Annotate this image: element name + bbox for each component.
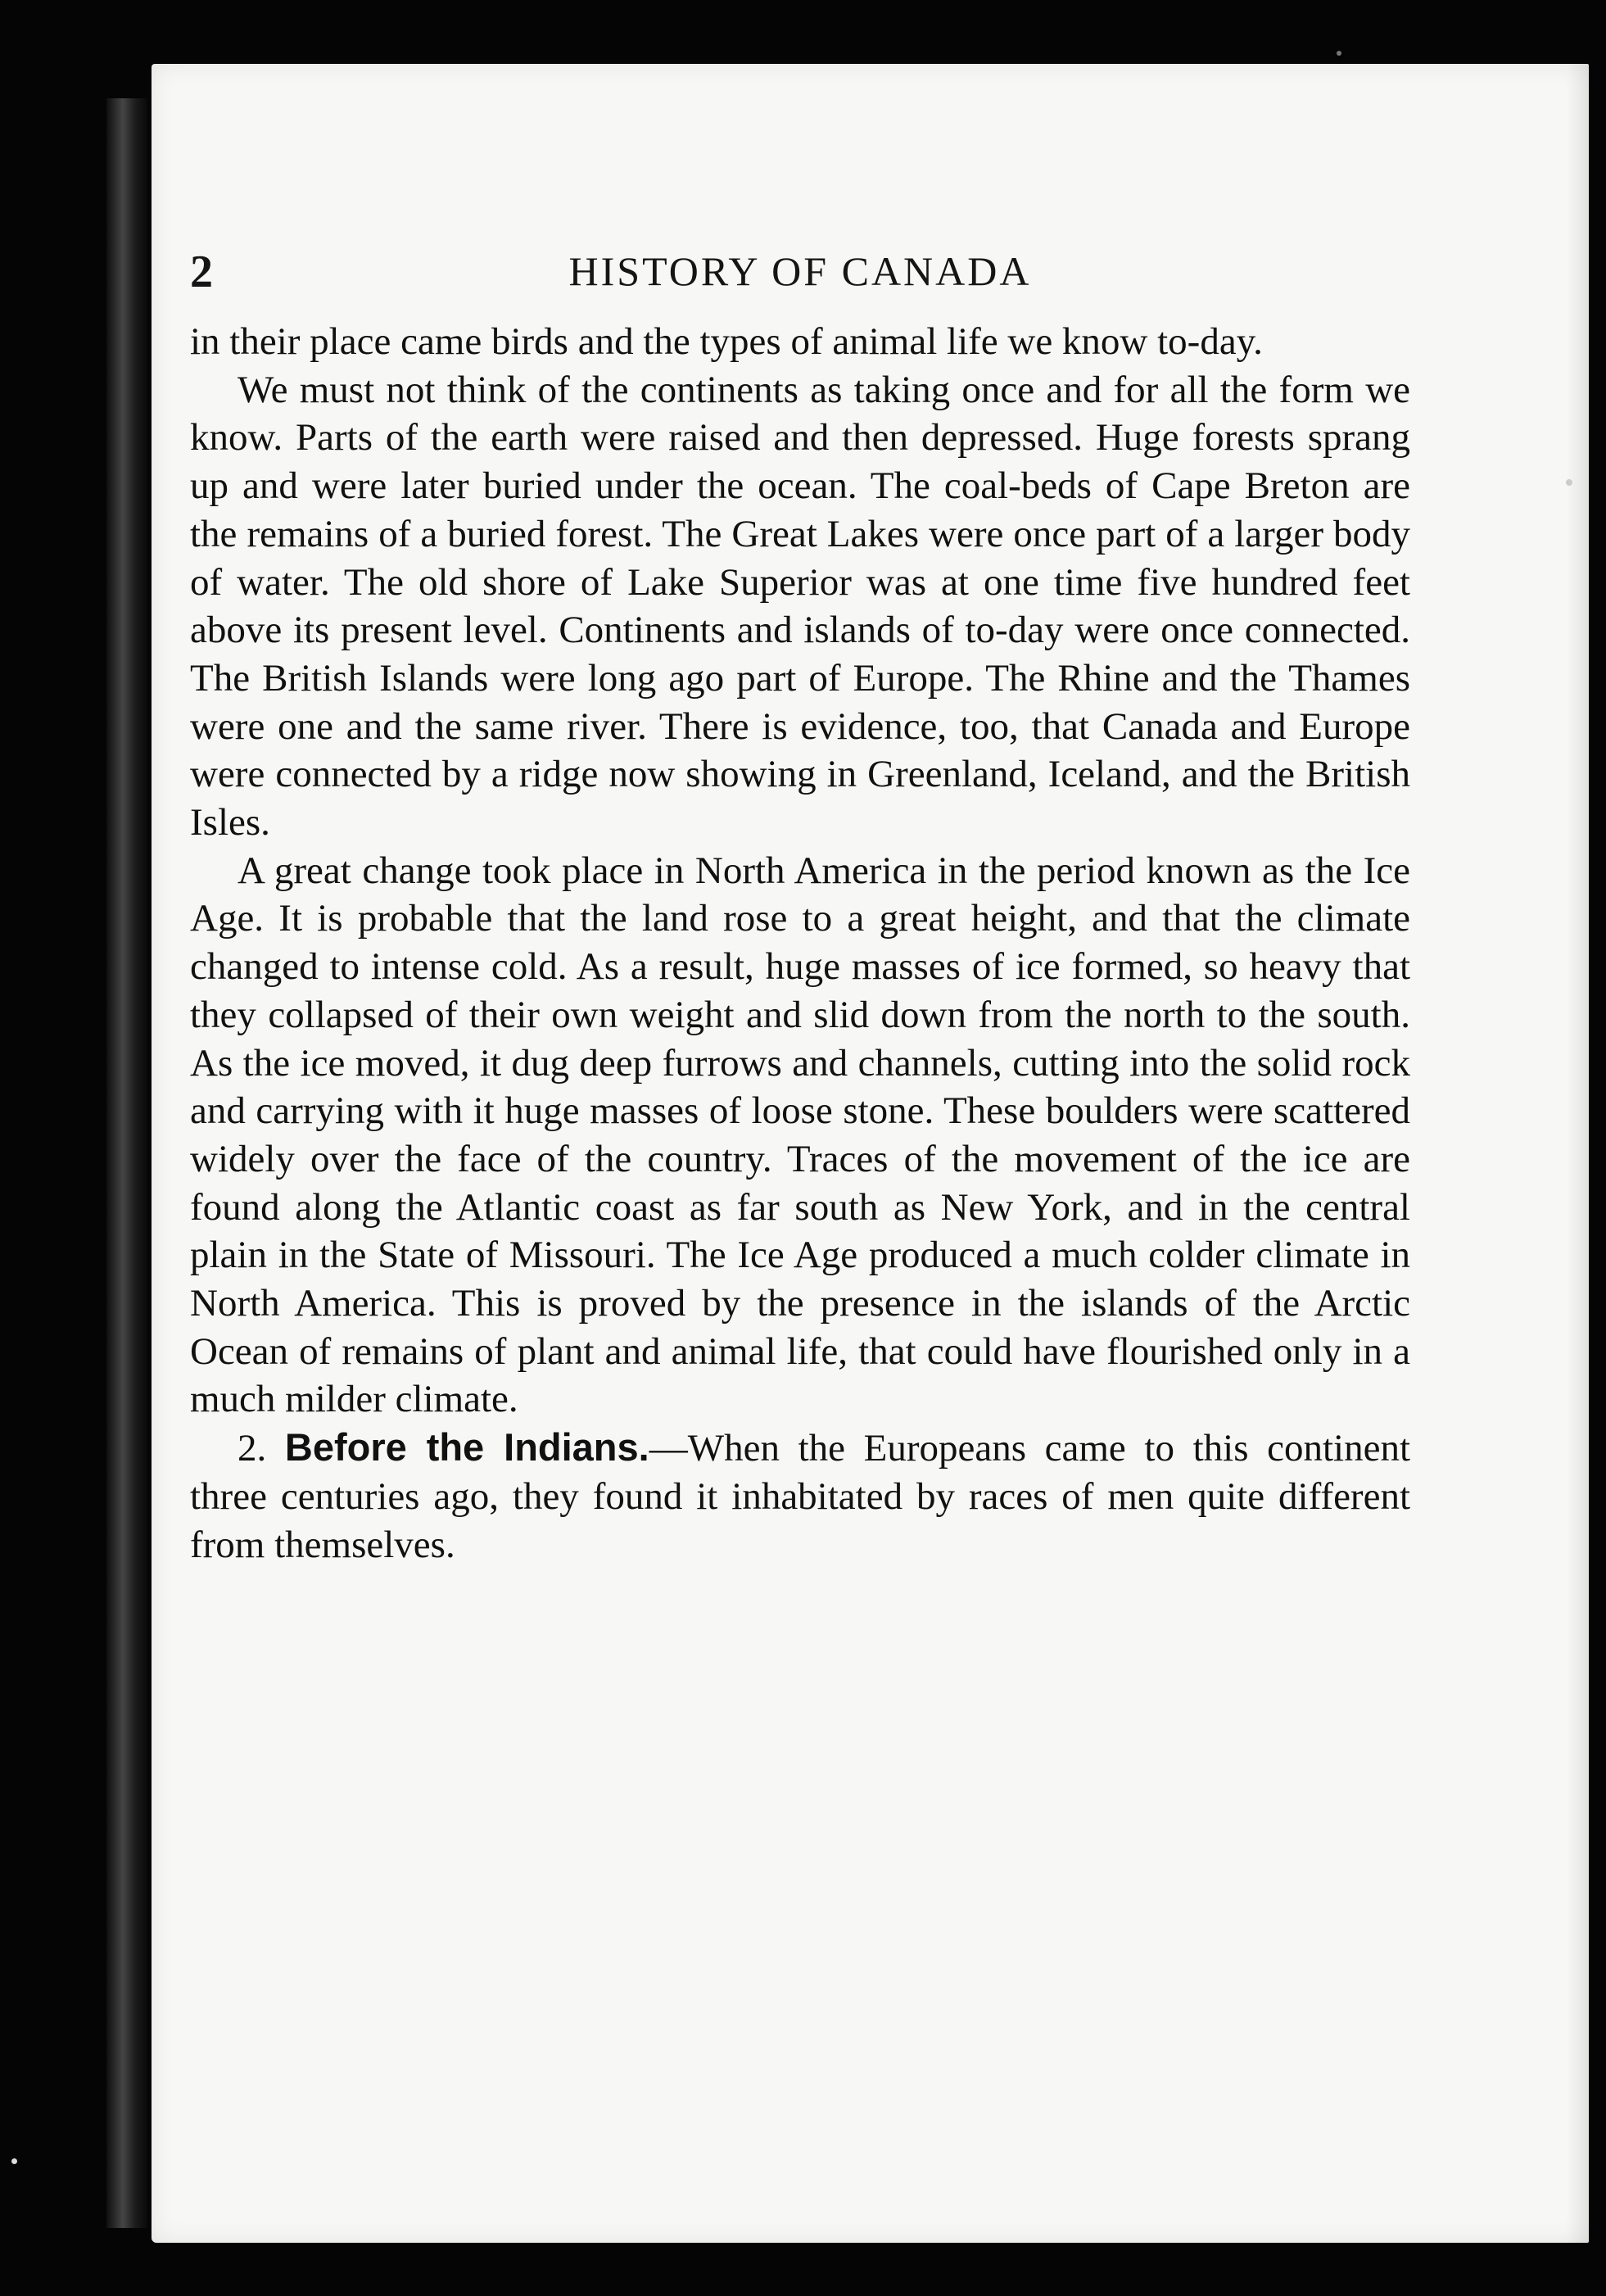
scan-speck [1337,51,1341,56]
scan-speck [1566,479,1572,486]
paragraph-continuation: in their place came birds and the types of animal life we know to-day. [190,320,1263,363]
page-number: 2 [190,247,213,297]
running-head: HISTORY OF CANADA [568,248,1032,294]
section-before-the-indians [190,1424,1410,1569]
page-header [190,246,1402,311]
book-spine-edge [106,98,147,2228]
section-title: Before the Indians. [284,1425,649,1470]
body-text [190,318,1410,1569]
paragraph-ice-age: A great change took place in North America in the period known as the Ice Age. It is probable that the land rose to a great height, and that the climate changed to intense cold. As a result, huge masses of ice formed, so heavy that they collapsed of their own weight and slid down from the north to the south. As the ice moved, it dug deep furrows and channels, cutting into the solid rock and carrying with it huge masses of loose stone. These boulders were scattered widely over the face of the country. Traces of the movement of the ice are found along the Atlantic coast as far south as New York, and in the central plain in the State of Missouri. The Ice Age produced a much colder climate in North America. This is proved by the presence in the islands of the Arctic Ocean of remains of plant and animal life, that could have flourished only in a much milder climate. [190,849,1410,1421]
section-text: —When the Europeans came to this continent three centuries ago, they found it inhabitated by races of men quite different from themselves. [190,1427,1411,1566]
scan-speck [11,2158,17,2164]
page-edge-shadow [1566,64,1589,2243]
section-number: 2. [238,1427,267,1470]
paragraph-continents: We must not think of the continents as taking once and for all the form we know. Parts of the earth were raised and then depressed. Huge forests sprang up and were later buried under the ocean. The coal-beds of Cape Breton are the remains of a buried forest. The Great Lakes were once part of a larger body of water. The old shore of Lake Superior was at one time five hundred feet above its present level. Continents and islands of to-day were once connected. The British Islands were long ago part of Europe. The Rhine and the Thames were one and the same river. There is evidence, too, that Canada and Europe were connected by a ridge now showing in Greenland, Iceland, and the British Isles. [190,368,1410,845]
